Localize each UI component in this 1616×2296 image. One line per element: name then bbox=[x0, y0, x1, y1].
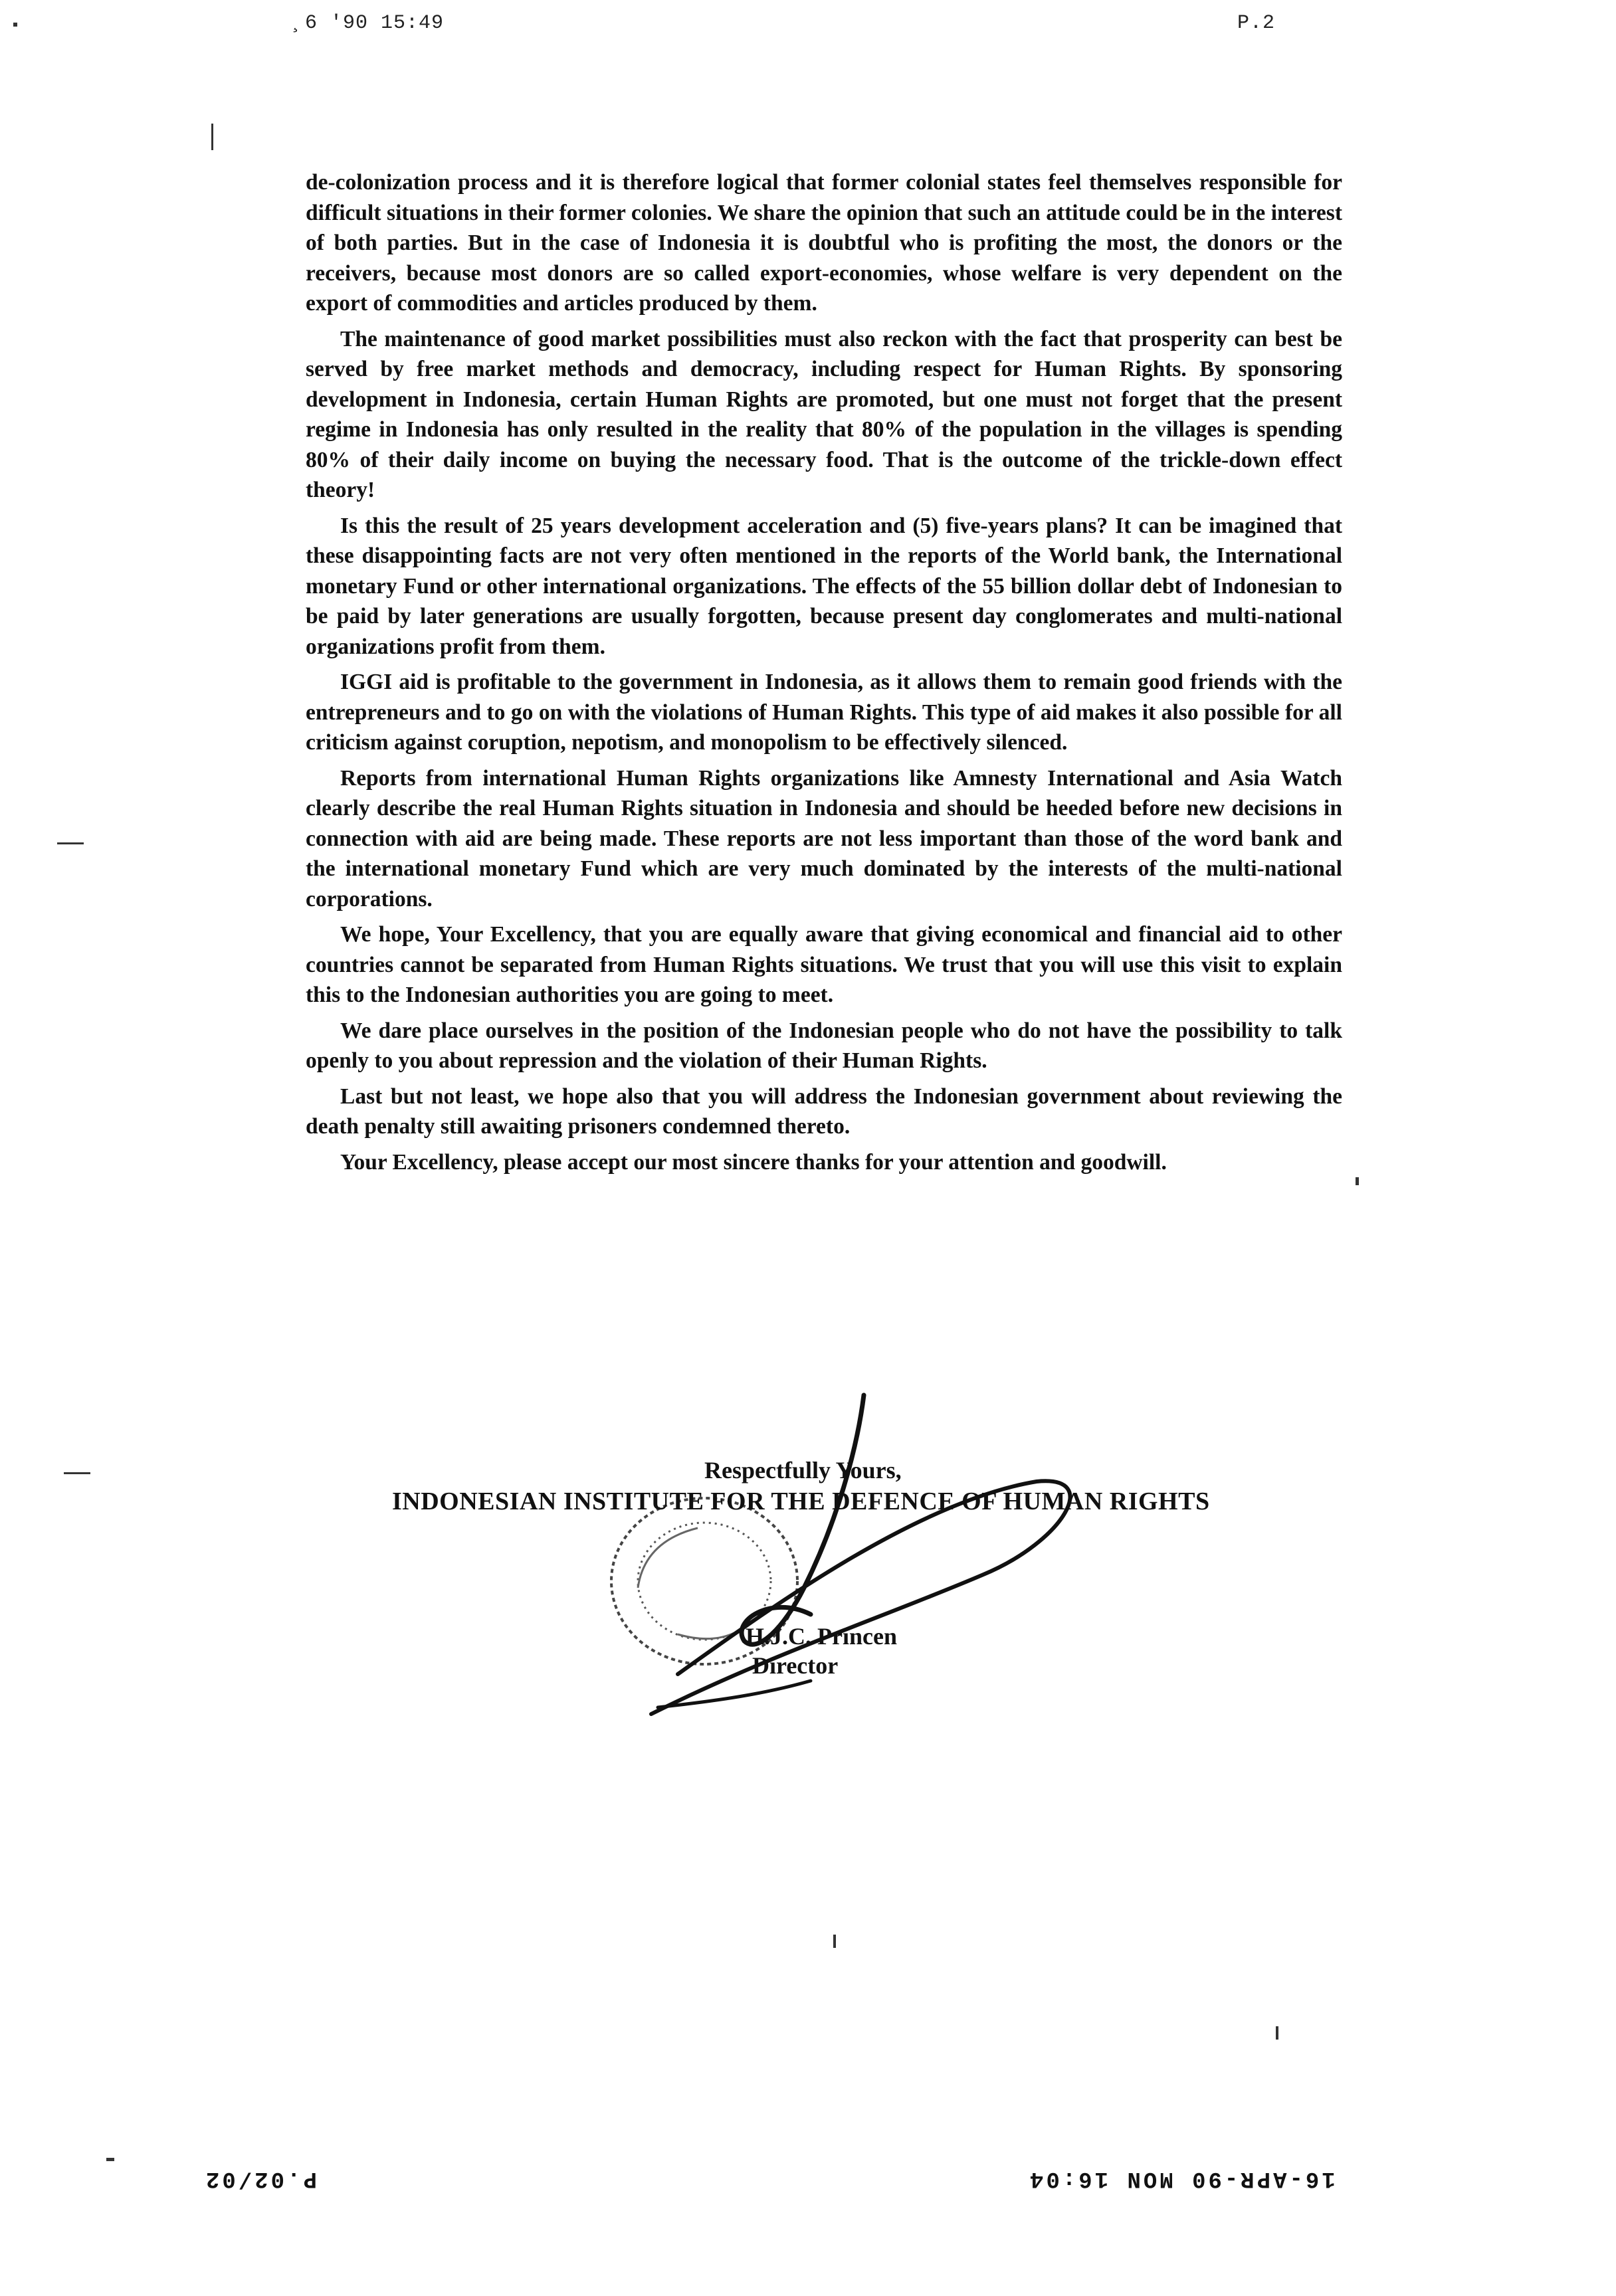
letter-paragraph-7: We dare place ourselves in the position of the Indonesian people who do not have the possibility to talk openly to you about repression and the violation of their Human Rights. bbox=[306, 1018, 1342, 1073]
scan-mark bbox=[1276, 2026, 1278, 2040]
scan-mark bbox=[833, 1935, 836, 1948]
scan-mark bbox=[57, 842, 84, 844]
letter-paragraph-6: We hope, Your Excellency, that you are equally aware that giving economical and financial aid to other countries cannot be separated from Human Rights situations. We trust that you will use this visit to explain this to the Indonesian authorities you are going to meet. bbox=[306, 922, 1342, 1007]
letter-body bbox=[306, 167, 1342, 1183]
handwritten-signature bbox=[638, 1388, 1090, 1761]
letter-paragraph-2: The maintenance of good market possibilities must also reckon with the fact that prosperity can best be served by free market methods and democracy, including respect for Human Rights. By sponsoring development in Indonesia, certain Human Rights are promoted, but one must not forget that the present regime in Indonesia has only resulted in the reality that 80% of the population in the villages is spending 80% of their daily income on buying the necessary food. That is the outcome of the trickle-down effect theory! bbox=[306, 326, 1342, 502]
fax-header-timestamp: ¸6 '90 15:49 bbox=[292, 12, 445, 35]
scan-mark bbox=[1356, 1177, 1359, 1185]
letter-closing: Respectfully Yours, bbox=[704, 1457, 902, 1483]
scan-mark bbox=[13, 23, 17, 27]
signer-name: H.J.C. Princen bbox=[746, 1623, 897, 1650]
signer-title: Director bbox=[752, 1652, 839, 1679]
letter-paragraph-4: IGGI aid is profitable to the government in Indonesia, as it allows them to remain good friends with the entrepreneurs and to go on with the violations of Human Rights. This type of aid makes it also possible for all criticism against coruption, nepotism, and monopolism to be effectively silenced. bbox=[306, 670, 1342, 755]
fax-footer-timestamp: 16-APR-90 MON 16:04 bbox=[1027, 2166, 1336, 2191]
fax-header-page-number: P.2 bbox=[1237, 12, 1276, 35]
fax-footer-page-count: P.02/02 bbox=[203, 2166, 317, 2191]
organization-name: INDONESIAN INSTITUTE FOR THE DEFENCE OF HUMAN RIGHTS bbox=[392, 1487, 1210, 1515]
letter-paragraph-3: Is this the result of 25 years development acceleration and (5) five-years plans? It can be imagined that these disappointing facts are not very often mentioned in the reports of the World bank, the International monetary Fund or other international organizations. The effects of the 55 billion dollar debt of Indonesian to be paid by later generations are usually forgotten, because present day conglomerates and multi-national organizations profit from them. bbox=[306, 513, 1342, 659]
scan-mark bbox=[64, 1472, 90, 1474]
letter-paragraph-1: de-colonization process and it is therefore logical that former colonial states feel themselves responsible for difficult situations in their former colonies. We share the opinion that such an attitude could be in the interest of both parties. But in the case of Indonesia it is doubtful who is profiting the most, the donors or the receivers, because most donors are so called export-economies, whose welfare is very dependent on the export of commodities and articles produced by them. bbox=[306, 170, 1342, 316]
scan-mark bbox=[211, 124, 213, 150]
letter-paragraph-8: Last but not least, we hope also that you will address the Indonesian government about reviewing the death penalty still awaiting prisoners condemned thereto. bbox=[306, 1084, 1342, 1139]
letter-paragraph-9: Your Excellency, please accept our most sincere thanks for your attention and goodwill. bbox=[340, 1149, 1167, 1175]
scan-mark bbox=[106, 2158, 114, 2161]
letter-paragraph-5: Reports from international Human Rights organizations like Amnesty International and Asia Watch clearly describe the real Human Rights situation in Indonesia and should be heeded before new decisions in connection with aid are being made. These reports are not less important than those of the word bank and the international monetary Fund which are very much dominated by the interests of the multi-national corporations. bbox=[306, 765, 1342, 911]
